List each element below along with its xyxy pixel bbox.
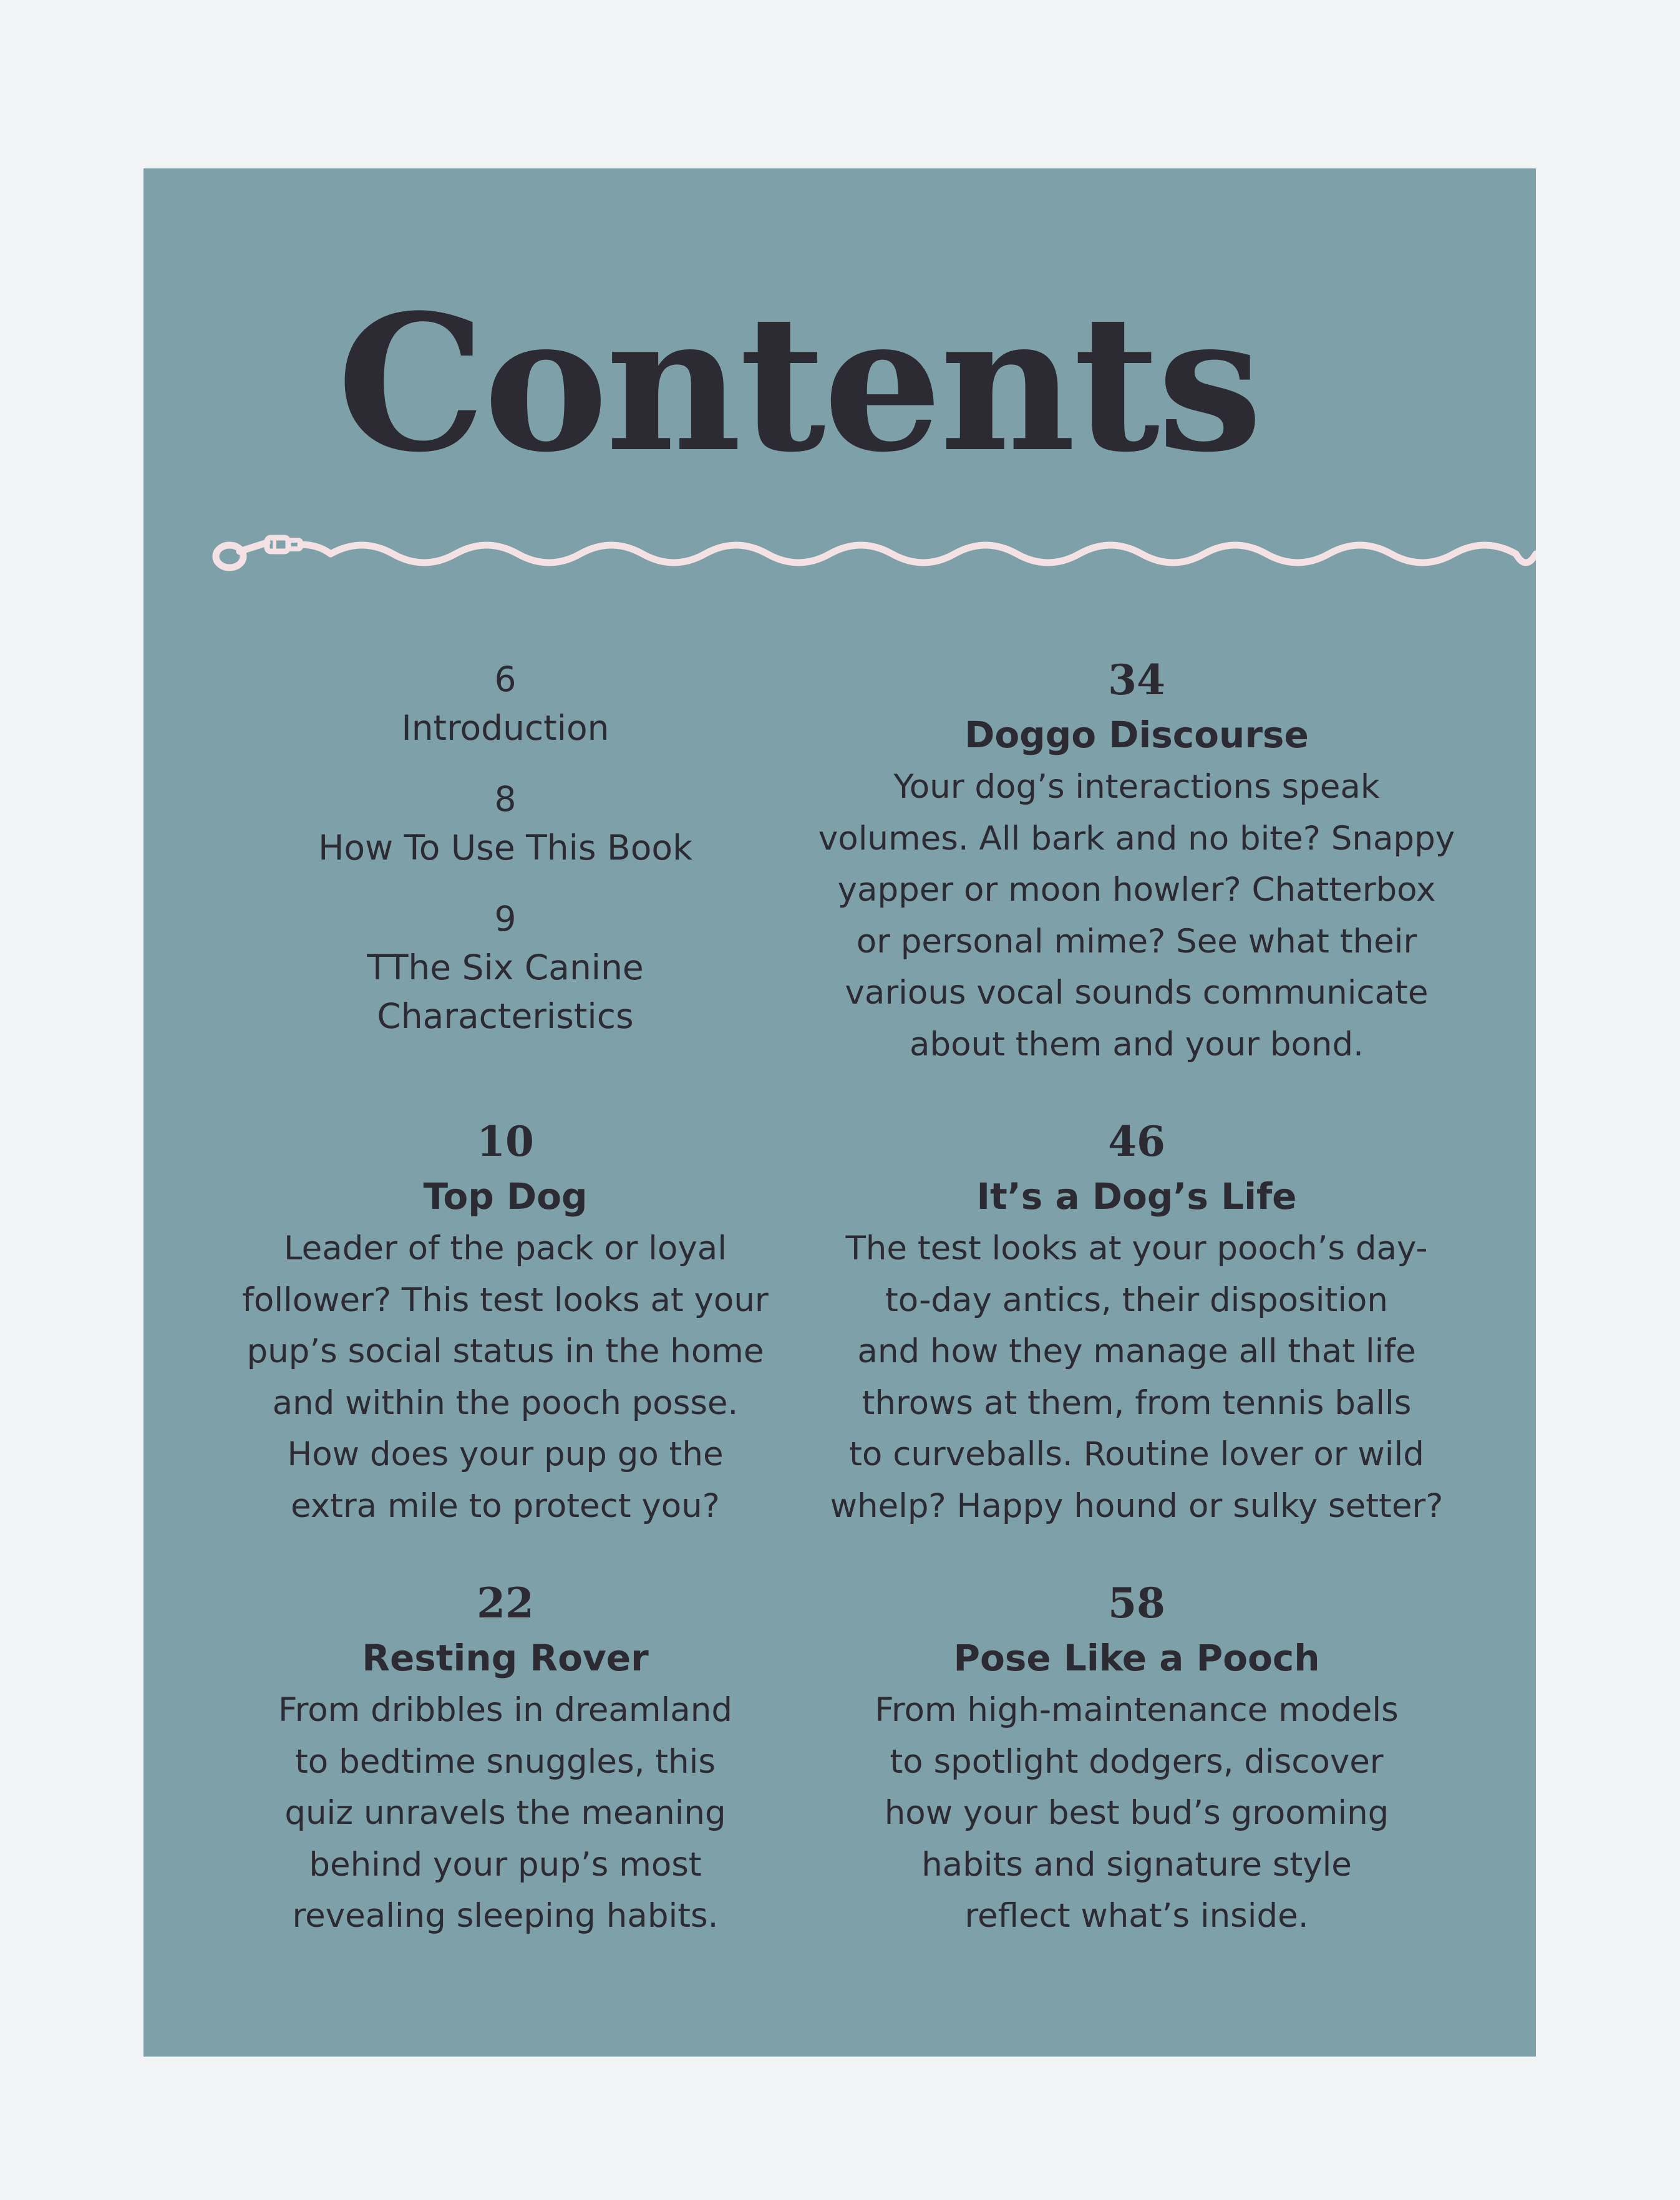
- toc-page-number: 8: [494, 779, 517, 819]
- description-line: and within the pooch posse.: [272, 1383, 739, 1422]
- description-line: How does your pup go the: [287, 1435, 724, 1473]
- description-line: to curveballs. Routine lover or wild: [849, 1435, 1424, 1473]
- description-line: reflect what’s inside.: [964, 1897, 1309, 1935]
- description-line: whelp? Happy hound or sulky setter?: [830, 1486, 1444, 1525]
- toc-section-description: [806, 1685, 1467, 1942]
- description-line: The test looks at your pooch’s day-: [845, 1229, 1428, 1267]
- toc-section-resting-rover[interactable]: [205, 1575, 806, 1942]
- dog-leash-icon: [212, 524, 1536, 586]
- description-line: or personal mime? See what their: [856, 922, 1417, 961]
- description-line: Leader of the pack or loyal: [284, 1229, 727, 1267]
- description-line: and how they manage all that life: [857, 1332, 1416, 1370]
- toc-entry-title: Characteristics: [377, 996, 634, 1036]
- description-line: From dribbles in dreamland: [278, 1691, 732, 1729]
- toc-section-title: Pose Like a Pooch: [953, 1637, 1320, 1679]
- toc-entry-introduction[interactable]: [205, 655, 806, 752]
- toc-entry-title: Introduction: [401, 708, 609, 748]
- toc-entry-six-canine-characteristics[interactable]: [205, 894, 806, 1040]
- toc-section-description: [205, 1685, 806, 1942]
- toc-page-number: 9: [494, 899, 517, 939]
- description-line: pup’s social status in the home: [246, 1332, 764, 1370]
- description-line: From high-maintenance models: [875, 1691, 1399, 1729]
- toc-page-number: 34: [1108, 656, 1165, 704]
- description-line: various vocal sounds communicate: [845, 974, 1429, 1012]
- description-line: to-day antics, their disposition: [885, 1281, 1388, 1319]
- toc-page-number: 6: [494, 659, 517, 699]
- toc-page-number: 10: [477, 1117, 534, 1166]
- toc-page-number: 46: [1108, 1117, 1165, 1166]
- description-line: extra mile to protect you?: [291, 1486, 720, 1525]
- description-line: throws at them, from tennis balls: [862, 1383, 1412, 1422]
- toc-section-its-a-dogs-life[interactable]: [806, 1113, 1467, 1532]
- toc-section-description: [205, 1223, 806, 1532]
- toc-section-title: Top Dog: [423, 1175, 588, 1218]
- description-line: about them and your bond.: [910, 1025, 1364, 1064]
- toc-section-title: It’s a Dog’s Life: [976, 1175, 1297, 1218]
- description-line: to spotlight dodgers, discover: [890, 1742, 1384, 1781]
- toc-page-number: 22: [477, 1579, 534, 1627]
- description-line: revealing sleeping habits.: [292, 1897, 719, 1935]
- description-line: volumes. All bark and no bite? Snappy: [818, 819, 1455, 858]
- toc-entry-title: How To Use This Book: [318, 828, 692, 868]
- description-line: how your best bud’s grooming: [884, 1794, 1389, 1832]
- description-line: quiz unravels the meaning: [284, 1794, 726, 1832]
- toc-entry-title: TThe Six Canine: [367, 947, 644, 987]
- toc-section-title: Resting Rover: [362, 1637, 649, 1679]
- toc-section-description: [806, 1223, 1467, 1532]
- description-line: behind your pup’s most: [309, 1845, 702, 1884]
- description-line: habits and signature style: [921, 1845, 1352, 1884]
- toc-section-title: Doggo Discourse: [964, 714, 1309, 756]
- toc-entry-how-to-use[interactable]: [205, 775, 806, 872]
- toc-section-top-dog[interactable]: [205, 1113, 806, 1532]
- toc-section-description: [806, 762, 1467, 1070]
- description-line: follower? This test looks at your: [242, 1281, 769, 1319]
- description-line: Your dog’s interactions speak: [893, 768, 1380, 806]
- toc-page-number: 58: [1108, 1579, 1165, 1627]
- toc-section-doggo-discourse[interactable]: [806, 652, 1467, 1070]
- contents-page: [143, 168, 1536, 2057]
- description-line: yapper or moon howler? Chatterbox: [837, 871, 1436, 909]
- toc-section-pose-like-a-pooch[interactable]: [806, 1575, 1467, 1942]
- description-line: to bedtime snuggles, this: [295, 1742, 716, 1781]
- page-title: Contents: [337, 273, 1261, 493]
- left-column: [205, 655, 806, 1063]
